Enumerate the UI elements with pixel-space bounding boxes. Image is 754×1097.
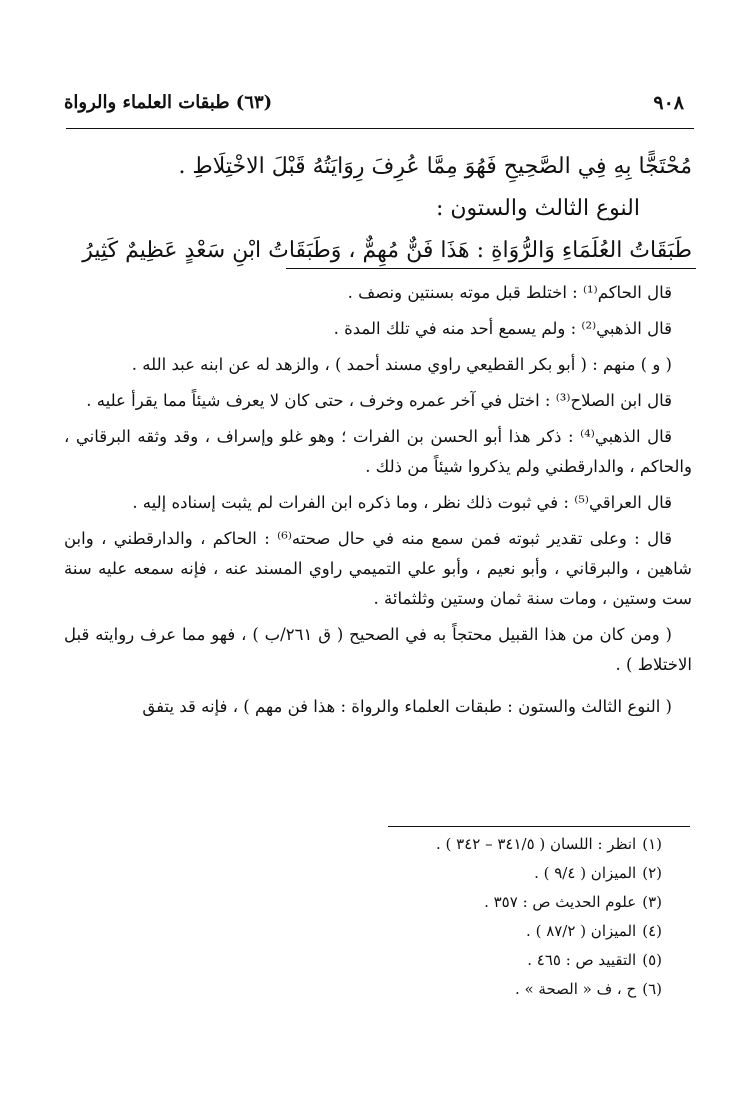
- footnote-rule: [388, 826, 690, 827]
- footnote-number: (٣): [642, 893, 662, 911]
- footnote-number: (١): [642, 835, 662, 853]
- footnote-number: (٦): [642, 980, 662, 998]
- commentary-paragraph: ( النوع الثالث والستون : طبقات العلماء والرواة : هذا فن مهم ) ، فإنه قد يتفق: [142, 697, 672, 716]
- footnote: [332, 830, 662, 859]
- footnote: [332, 888, 662, 917]
- footnote-number: (٢): [642, 864, 662, 882]
- main-text: [64, 146, 692, 272]
- footnote: [332, 859, 662, 888]
- commentary-paragraph: قال الذهبي⁽²⁾ : ولم يسمع أحد منه في تلك المدة .: [333, 319, 672, 338]
- footnote-number: (٤): [642, 922, 662, 940]
- page-number: ٩٠٨: [653, 92, 684, 114]
- footnote-number: (٥): [642, 951, 662, 969]
- footnote: [332, 975, 662, 1004]
- page-header: [64, 92, 690, 122]
- footnote-text: التقييد ص : ٤٦٥ .: [527, 951, 637, 969]
- footnote-text: الميزان ( ٨٧/٢ ) .: [526, 922, 637, 940]
- commentary-paragraph: قال الذهبي⁽⁴⁾ : ذكر هذا أبو الحسن بن الفرات ؛ وهو غلو وإسراف ، وقد وثقه البرقاني ، والحاكم ، والدارقطني ولم يذكروا شيئاً من ذلك .: [64, 427, 692, 476]
- footnote-text: ح ، ف « الصحة » .: [514, 980, 637, 998]
- header-rule: [66, 128, 694, 129]
- running-title: (٦٣) طبقات العلماء والرواة: [64, 92, 273, 113]
- footnote: [332, 946, 662, 975]
- main-text-rule: [286, 268, 696, 269]
- commentary-paragraph: قال العراقي⁽⁵⁾ : في ثبوت ذلك نظر ، وما ذكره ابن الفرات لم يثبت إسناده إليه .: [132, 493, 672, 512]
- footnote-text: الميزان ( ٩/٤ ) .: [534, 864, 637, 882]
- commentary-paragraph: قال : وعلى تقدير ثبوته فمن سمع منه في حال صحته⁽⁶⁾ : الحاكم ، والدارقطني ، وابن شاهين ، والبرقاني ، وأبو نعيم ، وأبو علي التميمي راوي المسند عنه ، فإنه سمعه عليه سنة ست وستين ، ومات سنة ثمان وستين وثلثمائة .: [64, 529, 692, 608]
- commentary-paragraph: ( و ) منهم : ( أبو بكر القطيعي راوي مسند أحمد ) ، والزهد له عن ابنه عبد الله .: [131, 355, 672, 374]
- footnotes: [332, 830, 662, 1004]
- commentary: [64, 278, 692, 728]
- commentary-paragraph: ( ومن كان من هذا القبيل محتجاً به في الصحيح ( ق ٢٦١/ب ) ، فهو مما عرف روايته قبل الاختلاط ) .: [64, 625, 692, 674]
- footnote: [332, 917, 662, 946]
- section-heading: النوع الثالث والستون :: [435, 196, 640, 221]
- commentary-paragraph: قال ابن الصلاح⁽³⁾ : اختل في آخر عمره وخرف ، حتى كان لا يعرف شيئاً مما يقرأ عليه .: [86, 391, 672, 410]
- footnote-text: علوم الحديث ص : ٣٥٧ .: [484, 893, 637, 911]
- matn-line: مُحْتَجًّا بِهِ فِي الصَّحِيحِ فَهُوَ مِمَّا عُرِفَ رِوَايَتُهُ قَبْلَ الاخْتِلَاطِ .: [178, 154, 692, 179]
- matn-line: طَبَقَاتُ العُلَمَاءِ وَالرُّوَاةِ : هَذَا فَنٌّ مُهِمٌّ ، وَطَبَقَاتُ ابْنِ سَعْدٍ عَظِيمٌ كَثِيرُ: [82, 238, 692, 263]
- footnote-text: انظر : اللسان ( ٣٤١/٥ – ٣٤٢ ) .: [435, 835, 637, 853]
- commentary-paragraph: قال الحاكم⁽¹⁾ : اختلط قبل موته بسنتين ونصف .: [347, 283, 672, 302]
